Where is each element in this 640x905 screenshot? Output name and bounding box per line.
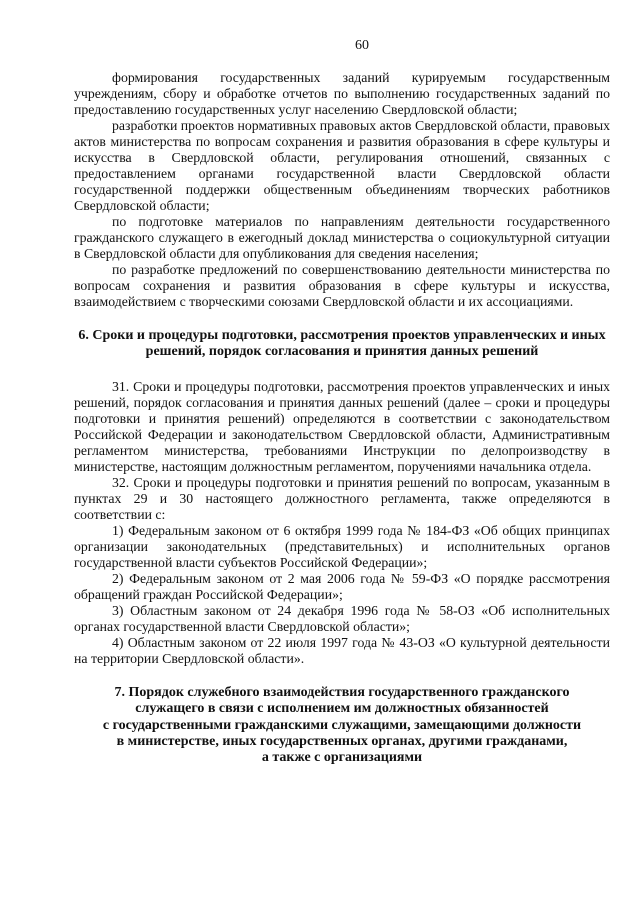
paragraph: 32. Сроки и процедуры подготовки и принятия решений по вопросам, указанным в пунктах 29 и 30 настоящего должностного регламента, также определяются в соответствии с:	[74, 474, 610, 522]
paragraph: по разработке предложений по совершенствованию деятельности министерства по вопросам сохранения и развития образования в сфере культуры и искусства, взаимодействием с творческими союзами Свердловской области и их ассоциациями.	[74, 262, 610, 309]
page-number: 60	[355, 38, 369, 53]
paragraph: 31. Сроки и процедуры подготовки, рассмотрения проектов управленческих и иных решений, порядок согласования и принятия данных решений (далее – сроки и процедуры подготовки и принятия решений) определяются в соответствии с законодательством Российской Федерации и законодательством Свердловской области, Административным регламентом министерства, требованиями Инструкции по делопроизводству в министерстве, настоящим должностным регламентом, поручениями начальника отдела.	[74, 378, 610, 474]
paragraph: разработки проектов нормативных правовых актов Свердловской области, правовых актов министерства по вопросам сохранения и развития образования в сфере культуры и искусства в Свердловской области, регулирования отношений, связанных с предоставлением органами государственной власти Свердловской области государственной поддержки общественным объединениям творческих работников Свердловской области;	[74, 118, 611, 213]
heading-line: 7. Порядок служебного взаимодействия государственного гражданского	[114, 684, 570, 700]
list-item: 4) Областным законом от 22 июля 1997 года № 43-ОЗ «О культурной деятельности на территории Свердловской области».	[74, 634, 610, 666]
heading-line: а также с организациями	[261, 750, 423, 766]
heading-line: с государственными гражданскими служащими, замещающими должности	[102, 717, 582, 733]
list-item: 3) Областным законом от 24 декабря 1996 года № 58-ОЗ «Об исполнительных органах государственной власти Свердловской области»;	[74, 602, 610, 634]
section-7-heading	[74, 685, 610, 767]
heading-line: в министерстве, иных государственных органах, другими гражданами,	[116, 734, 568, 750]
heading-line: служащего в связи с исполнением им должностных обязанностей	[135, 701, 549, 717]
section-6-heading: 6. Сроки и процедуры подготовки, рассмотрения проектов управленческих и иных решений, порядок согласования и принятия данных решений	[78, 328, 606, 360]
list-item: 2) Федеральным законом от 2 мая 2006 года № 59-ФЗ «О порядке рассмотрения обращений граждан Российской Федерации»;	[74, 570, 610, 602]
paragraph: по подготовке материалов по направлениям деятельности государственного гражданского служащего в ежегодный доклад министерства о социокультурной ситуации в Свердловской области для опубликования для сведения населения;	[74, 214, 610, 261]
list-item: 1) Федеральным законом от 6 октября 1999 года № 184-ФЗ «Об общих принципах организации законодательных (представительных) и исполнительных органов государственной власти субъектов Российской Федерации»;	[74, 522, 610, 570]
paragraph: формирования государственных заданий курируемым государственным учреждениям, сбору и обработке отчетов по выполнению государственных заданий по предоставлению государственных услуг населению Свердловской области;	[74, 70, 610, 117]
